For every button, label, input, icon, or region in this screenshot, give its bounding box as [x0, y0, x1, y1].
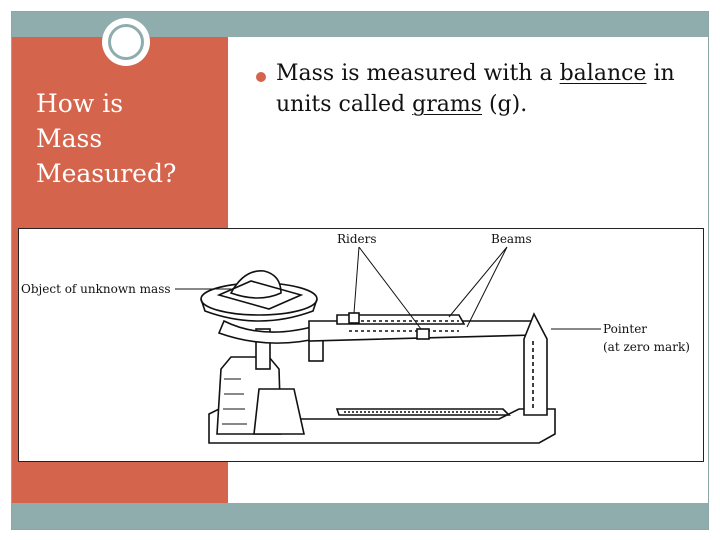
bullet-text-mid: in units called	[276, 61, 675, 117]
bullet-text-pre: Mass is measured with a	[276, 61, 560, 86]
balance-diagram	[18, 228, 704, 462]
bullet-item	[256, 58, 696, 120]
pointer-note-label: (at zero mark)	[603, 340, 690, 354]
riders-label: Riders	[337, 232, 377, 246]
title-line-3: Measured?	[36, 159, 177, 188]
slide-title	[36, 86, 216, 191]
bullet-text	[276, 58, 696, 120]
title-line-2: Mass	[36, 124, 103, 153]
beams-label: Beams	[491, 232, 532, 246]
bullet-dot-icon	[256, 72, 266, 82]
bullet-text-post: (g).	[481, 92, 528, 117]
rider-1	[349, 313, 359, 323]
rider-2	[417, 329, 429, 339]
bottom-accent-bar	[12, 503, 708, 529]
term-balance: balance	[559, 61, 647, 86]
object-label: Object of unknown mass	[21, 282, 171, 296]
balance-drawing	[19, 229, 705, 463]
pointer-stand	[524, 314, 547, 415]
title-line-1: How is	[36, 89, 124, 118]
term-grams: grams	[412, 92, 482, 117]
left-pillar-front	[254, 389, 304, 434]
unknown-object	[231, 271, 281, 298]
pointer-label: Pointer	[603, 322, 648, 336]
base-slot	[337, 409, 509, 415]
ring-ornament-icon	[102, 18, 150, 66]
